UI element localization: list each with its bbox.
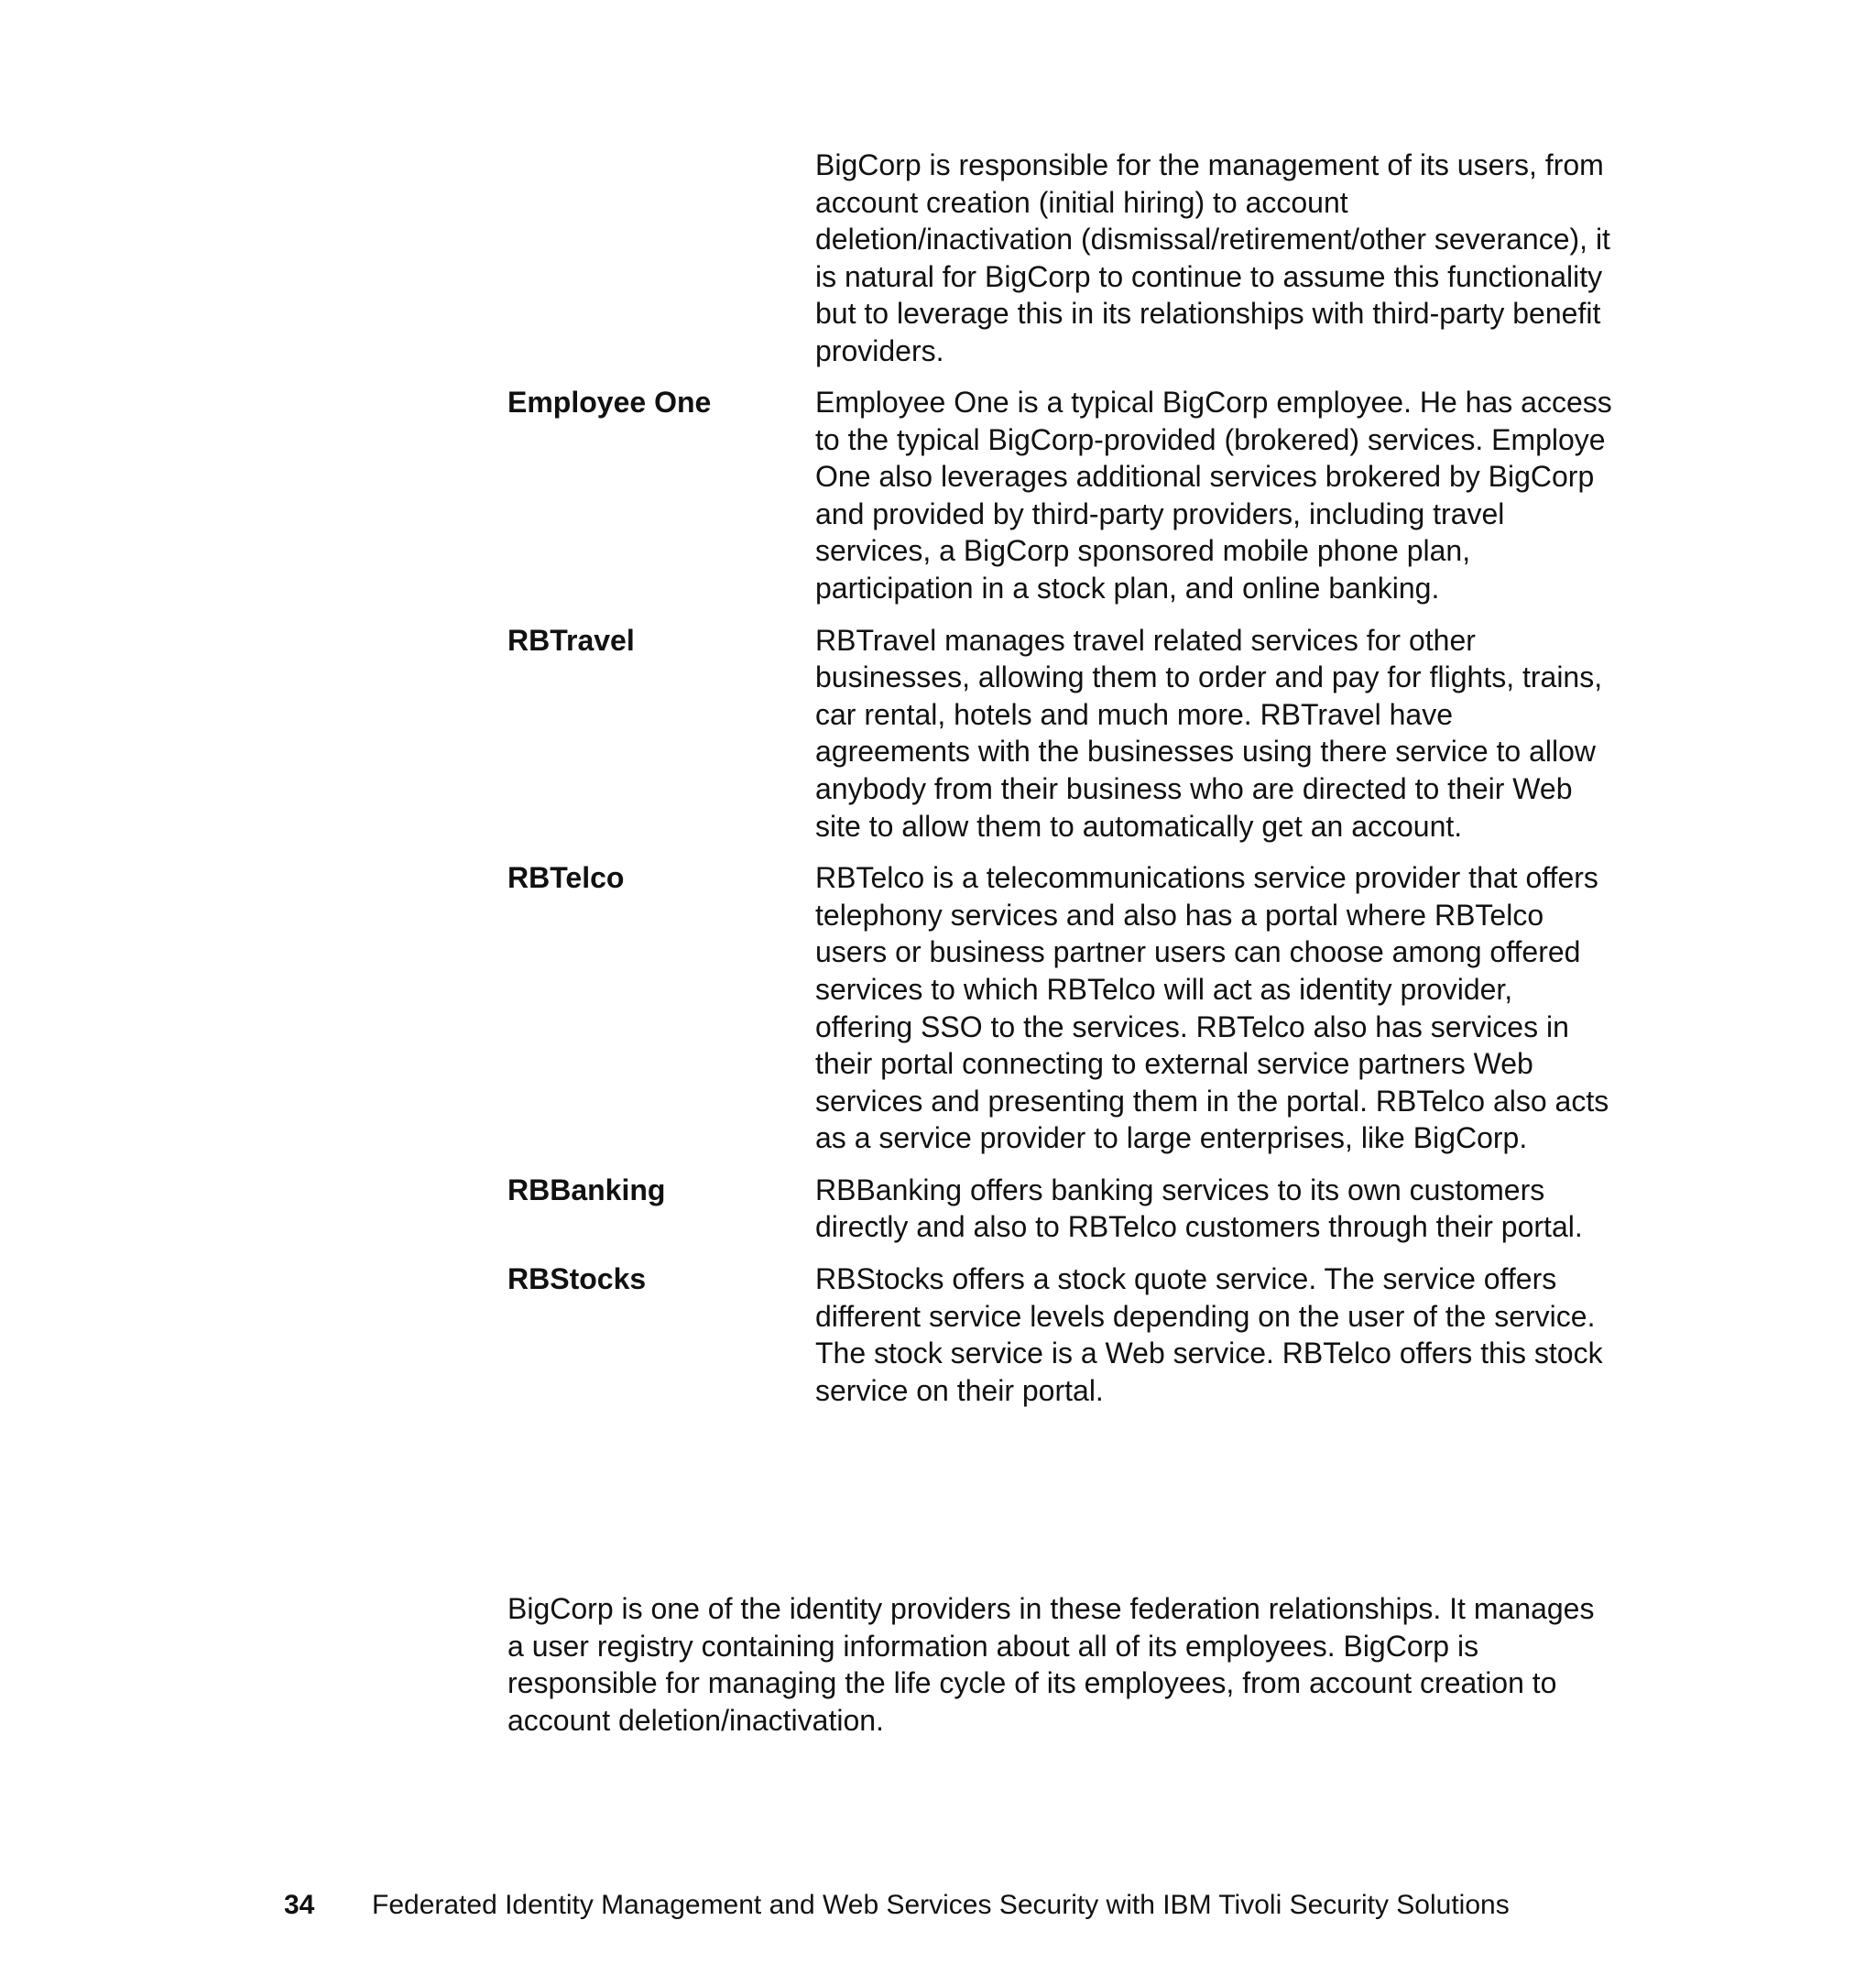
definition-description: RBTravel manages travel related services for other businesses, allowing them to order and pay for flights, trains, car rental, hotels and much more. RBTravel have agreements with the businesses using there service to allow anybody from their business who are directed to their Web site to allow them to automatically get an account. xyxy=(815,623,1603,843)
definition-description: Employee One is a typical BigCorp employee. He has access to the typical BigCorp-provided (brokered) services. Employe One also leverages additional services brokered by BigCorp and provided by third-party providers, including travel services, a BigCorp sponsored mobile phone plan, participation in a stock plan, and online banking. xyxy=(815,386,1612,605)
definition-description: RBTelco is a telecommunications service provider that offers telephony services and also has a portal where RBTelco users or business partner users can choose among offered services to which RBTelco will act as identity provider, offering SSO to the services. RBTelco also has services in their portal connecting to external service partners Web services and presenting them in the portal. RBTelco also acts as a service provider to large enterprises, like BigCorp. xyxy=(815,861,1609,1155)
definition-term: RBTelco xyxy=(507,861,625,895)
closing-paragraph: BigCorp is one of the identity providers in these federation relationships. It manages a user registry containing information about all of its employees. BigCorp is responsible for managing the life cycle of its employees, from account creation to account deletion/inactivation. xyxy=(507,1592,1595,1737)
definition-term: RBTravel xyxy=(507,623,635,657)
definition-term: RBBanking xyxy=(507,1173,666,1206)
definition-row xyxy=(507,384,1616,607)
definition-description: RBStocks offers a stock quote service. The service offers different service levels depending on the user of the service. The stock service is a Web service. RBTelco offers this stock service on their portal. xyxy=(815,1262,1603,1407)
definition-row xyxy=(507,1260,1616,1409)
page-number: 34 xyxy=(284,1890,315,1920)
definition-description: RBBanking offers banking services to its own customers directly and also to RBTelco customers through their portal. xyxy=(815,1173,1583,1244)
page-footer xyxy=(284,1889,1510,1922)
definition-row xyxy=(507,1172,1616,1246)
definition-row xyxy=(507,859,1616,1157)
definition-term: RBStocks xyxy=(507,1262,647,1296)
intro-paragraph: BigCorp is responsible for the management of its users, from account creation (initial hiring) to account deletion/inactivation (dismissal/retirement/other severance), it is natural for BigCorp to continue to assume this functionality but to leverage this in its relationships with third-party benefit providers. xyxy=(815,148,1610,367)
definition-row xyxy=(507,622,1616,846)
book-title: Federated Identity Management and Web Services Security with IBM Tivoli Security Solutions xyxy=(372,1890,1510,1920)
definition-list xyxy=(507,384,1616,1424)
definition-term: Employee One xyxy=(507,386,712,419)
